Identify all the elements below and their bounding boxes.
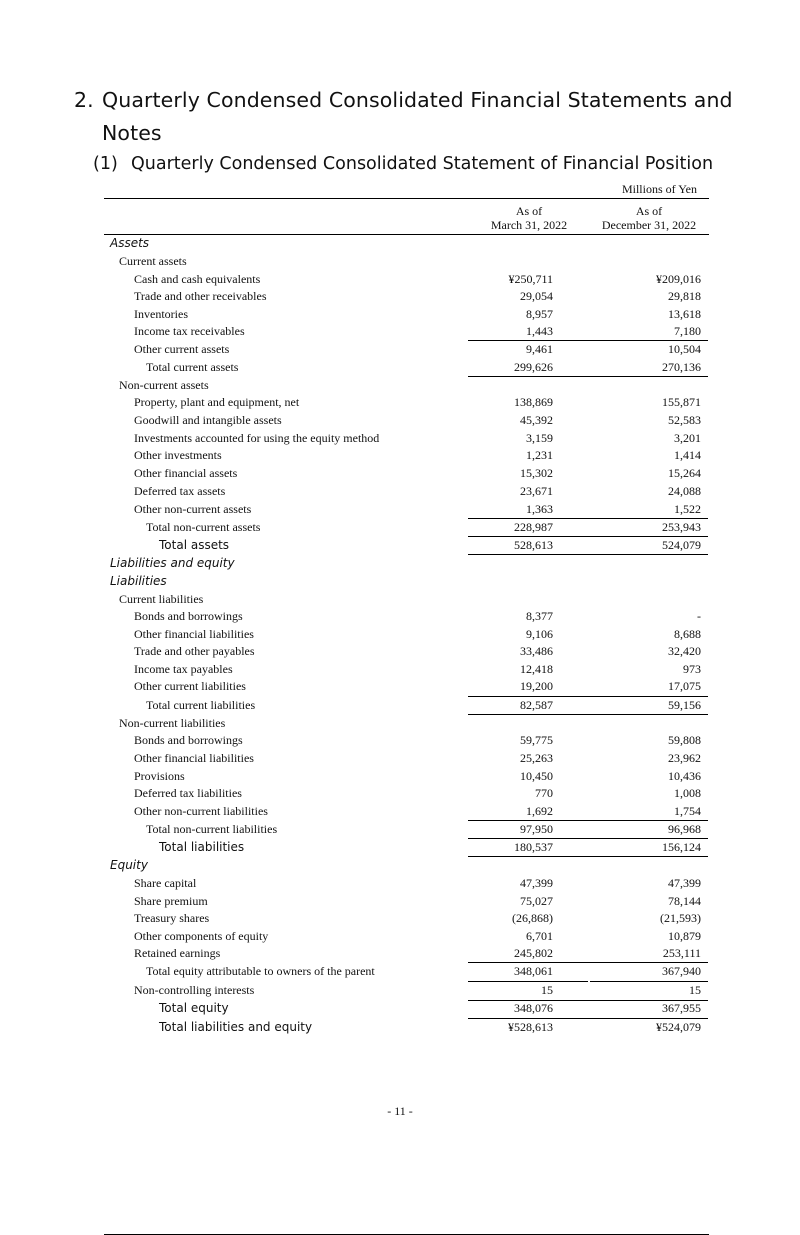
value-march-2022: 9,461 xyxy=(526,342,553,356)
value-march-2022: 8,957 xyxy=(526,307,553,321)
row-label: Income tax payables xyxy=(134,662,233,676)
value-march-2022: 45,392 xyxy=(520,413,553,427)
value-march-2022: 25,263 xyxy=(520,751,553,765)
value-march-2022: 1,443 xyxy=(526,324,553,338)
value-march-2022: 299,626 xyxy=(514,360,553,374)
table-row xyxy=(104,767,709,785)
value-december-2022: 59,156 xyxy=(668,698,701,712)
value-december-2022: 8,688 xyxy=(674,627,701,641)
value-december-2022: 29,818 xyxy=(668,289,701,303)
subtotal-rule xyxy=(468,820,708,821)
row-label: Other financial liabilities xyxy=(134,751,254,765)
table-row xyxy=(104,981,709,999)
row-label: Other financial assets xyxy=(134,466,238,480)
column-header-december xyxy=(590,204,708,232)
column-header-march xyxy=(470,204,588,232)
value-december-2022: 973 xyxy=(683,662,701,676)
subtotal-rule xyxy=(468,1000,708,1001)
value-march-2022: 8,377 xyxy=(526,609,553,623)
row-label: Total liabilities and equity xyxy=(159,1020,313,1034)
row-label: Current assets xyxy=(119,254,187,268)
table-row xyxy=(104,802,709,820)
table-row xyxy=(104,677,709,695)
row-label: Non-controlling interests xyxy=(134,983,255,997)
row-label: Cash and cash equivalents xyxy=(134,272,261,286)
table-row xyxy=(104,376,709,394)
value-march-2022: 75,027 xyxy=(520,894,553,908)
subtotal-rule xyxy=(468,981,588,982)
section-title: Quarterly Condensed Consolidated Financial Statements and Notes xyxy=(102,88,733,145)
section-heading xyxy=(74,84,734,150)
table-row xyxy=(104,287,709,305)
table-row xyxy=(104,500,709,518)
row-label: Retained earnings xyxy=(134,946,221,960)
table-row xyxy=(104,446,709,464)
value-march-2022: 59,775 xyxy=(520,733,553,747)
value-december-2022: 59,808 xyxy=(668,733,701,747)
value-december-2022: (21,593) xyxy=(660,911,701,925)
value-march-2022: 1,231 xyxy=(526,448,553,462)
value-march-2022: ¥250,711 xyxy=(508,272,553,286)
row-label: Bonds and borrowings xyxy=(134,609,243,623)
value-march-2022: 348,061 xyxy=(514,964,553,978)
value-december-2022: ¥209,016 xyxy=(656,272,701,286)
table-row xyxy=(104,252,709,270)
value-march-2022: 228,987 xyxy=(514,520,553,534)
subtotal-rule xyxy=(468,518,708,519)
table-row xyxy=(104,482,709,500)
table-row xyxy=(104,944,709,962)
value-march-2022: 10,450 xyxy=(520,769,553,783)
table-row xyxy=(104,820,709,838)
table-row xyxy=(104,429,709,447)
table-row xyxy=(104,909,709,927)
value-march-2022: 29,054 xyxy=(520,289,553,303)
row-label: Provisions xyxy=(134,769,185,783)
table-row xyxy=(104,358,709,376)
table-row xyxy=(104,927,709,945)
row-label: Total non-current liabilities xyxy=(146,822,278,836)
value-march-2022: 138,869 xyxy=(514,395,553,409)
table-row xyxy=(104,642,709,660)
value-december-2022: 13,618 xyxy=(668,307,701,321)
subtotal-rule xyxy=(468,714,708,715)
row-label: Non-current liabilities xyxy=(119,716,226,730)
table-row xyxy=(104,660,709,678)
row-label: Current liabilities xyxy=(119,592,204,606)
subsection-title: Quarterly Condensed Consolidated Statement of Financial Position xyxy=(131,154,714,174)
page-number: - 11 - xyxy=(387,1104,413,1118)
subtotal-rule xyxy=(468,1018,708,1019)
table-row xyxy=(104,411,709,429)
value-december-2022: 78,144 xyxy=(668,894,701,908)
table-row xyxy=(104,696,709,714)
row-label: Trade and other receivables xyxy=(134,289,267,303)
row-label: Other non-current liabilities xyxy=(134,804,268,818)
row-label: Share premium xyxy=(134,894,208,908)
value-march-2022: 15,302 xyxy=(520,466,553,480)
value-march-2022: 348,076 xyxy=(514,1001,553,1015)
value-march-2022: 82,587 xyxy=(520,698,553,712)
column-header-december-line2: December 31, 2022 xyxy=(601,218,697,232)
value-march-2022: ¥528,613 xyxy=(508,1020,553,1034)
value-december-2022: ¥524,079 xyxy=(656,1020,701,1034)
table-row xyxy=(104,572,709,590)
row-label: Non-current assets xyxy=(119,378,209,392)
value-march-2022: 47,399 xyxy=(520,876,553,890)
table-row xyxy=(104,749,709,767)
column-header-march-line2: March 31, 2022 xyxy=(490,218,568,232)
row-label: Income tax receivables xyxy=(134,324,245,338)
value-march-2022: 9,106 xyxy=(526,627,553,641)
value-december-2022: 1,008 xyxy=(674,786,701,800)
row-label: Property, plant and equipment, net xyxy=(134,395,300,409)
value-december-2022: 1,522 xyxy=(674,502,701,516)
row-label: Share capital xyxy=(134,876,197,890)
subtotal-rule xyxy=(590,981,708,982)
row-label: Liabilities xyxy=(110,574,167,588)
row-label: Other current assets xyxy=(134,342,230,356)
value-december-2022: 3,201 xyxy=(674,431,701,445)
value-december-2022: 10,436 xyxy=(668,769,701,783)
row-label: Trade and other payables xyxy=(134,644,255,658)
column-header-december-line1: As of xyxy=(635,204,663,218)
subtotal-rule xyxy=(468,856,708,857)
value-december-2022: 524,079 xyxy=(662,538,701,552)
row-label: Total equity attributable to owners of the parent xyxy=(146,964,375,978)
row-label: Other non-current assets xyxy=(134,502,252,516)
table-row xyxy=(104,554,709,572)
value-march-2022: 97,950 xyxy=(520,822,553,836)
row-label: Goodwill and intangible assets xyxy=(134,413,282,427)
row-label: Investments accounted for using the equity method xyxy=(134,431,380,445)
value-december-2022: 7,180 xyxy=(674,324,701,338)
table-row xyxy=(104,322,709,340)
value-march-2022: 19,200 xyxy=(520,679,553,693)
table-row xyxy=(104,536,709,554)
value-december-2022: 270,136 xyxy=(662,360,701,374)
value-december-2022: 155,871 xyxy=(662,395,701,409)
table-row xyxy=(104,838,709,856)
row-label: Other current liabilities xyxy=(134,679,246,693)
value-december-2022: 156,124 xyxy=(662,840,701,854)
row-label: Liabilities and equity xyxy=(110,556,235,570)
value-march-2022: 6,701 xyxy=(526,929,553,943)
subsection-number: (1) xyxy=(93,154,118,174)
table-row xyxy=(104,1018,709,1036)
value-december-2022: 96,968 xyxy=(668,822,701,836)
row-label: Bonds and borrowings xyxy=(134,733,243,747)
subtotal-rule xyxy=(468,536,708,537)
table-row xyxy=(104,856,709,874)
subsection-heading xyxy=(93,152,713,176)
value-march-2022: 1,692 xyxy=(526,804,553,818)
table-row xyxy=(104,393,709,411)
subtotal-rule xyxy=(468,554,708,555)
row-label: Total liabilities xyxy=(159,840,245,854)
table-row xyxy=(104,234,709,252)
row-label: Deferred tax assets xyxy=(134,484,226,498)
table-row xyxy=(104,625,709,643)
row-label: Other components of equity xyxy=(134,929,269,943)
value-march-2022: 23,671 xyxy=(520,484,553,498)
table-row xyxy=(104,590,709,608)
value-march-2022: 245,802 xyxy=(514,946,553,960)
subtotal-rule xyxy=(468,376,708,377)
value-december-2022: 15,264 xyxy=(668,466,701,480)
table-row xyxy=(104,962,709,980)
row-label: Other investments xyxy=(134,448,222,462)
row-label: Other financial liabilities xyxy=(134,627,254,641)
value-march-2022: 3,159 xyxy=(526,431,553,445)
value-march-2022: 180,537 xyxy=(514,840,553,854)
value-december-2022: 52,583 xyxy=(668,413,701,427)
value-december-2022: 367,955 xyxy=(662,1001,701,1015)
value-december-2022: 253,111 xyxy=(662,946,701,960)
value-december-2022: 15 xyxy=(689,983,701,997)
subtotal-rule xyxy=(468,696,708,697)
value-march-2022: 15 xyxy=(541,983,553,997)
table-row xyxy=(104,464,709,482)
table-top-rule xyxy=(104,198,709,199)
row-label: Total assets xyxy=(159,538,230,552)
table-row xyxy=(104,340,709,358)
value-march-2022: 1,363 xyxy=(526,502,553,516)
value-december-2022: 24,088 xyxy=(668,484,701,498)
value-december-2022: - xyxy=(697,609,701,623)
table-row xyxy=(104,607,709,625)
table-row xyxy=(104,784,709,802)
value-december-2022: 1,414 xyxy=(674,448,701,462)
table-row xyxy=(104,518,709,536)
value-december-2022: 1,754 xyxy=(674,804,701,818)
value-march-2022: 528,613 xyxy=(514,538,553,552)
value-december-2022: 23,962 xyxy=(668,751,701,765)
value-march-2022: 770 xyxy=(535,786,553,800)
row-label: Assets xyxy=(110,236,150,250)
subtotal-rule xyxy=(468,838,708,839)
value-december-2022: 17,075 xyxy=(668,679,701,693)
value-december-2022: 10,879 xyxy=(668,929,701,943)
row-label: Treasury shares xyxy=(134,911,210,925)
row-label: Total equity xyxy=(159,1001,229,1015)
value-december-2022: 32,420 xyxy=(668,644,701,658)
value-december-2022: 367,940 xyxy=(662,964,701,978)
subtotal-rule xyxy=(468,340,708,341)
subtotal-rule xyxy=(468,962,708,963)
value-march-2022: (26,868) xyxy=(512,911,553,925)
table-row xyxy=(104,874,709,892)
column-header-march-line1: As of xyxy=(515,204,543,218)
table-row xyxy=(104,731,709,749)
value-december-2022: 10,504 xyxy=(668,342,701,356)
row-label: Total current liabilities xyxy=(146,698,256,712)
section-number: 2. xyxy=(74,88,94,112)
value-march-2022: 12,418 xyxy=(520,662,553,676)
value-march-2022: 33,486 xyxy=(520,644,553,658)
row-label: Equity xyxy=(110,858,148,872)
column-divider xyxy=(589,234,590,1036)
value-december-2022: 253,943 xyxy=(662,520,701,534)
row-label: Total non-current assets xyxy=(146,520,261,534)
table-row xyxy=(104,305,709,323)
table-row xyxy=(104,892,709,910)
row-label: Deferred tax liabilities xyxy=(134,786,242,800)
row-label: Total current assets xyxy=(146,360,239,374)
row-label: Inventories xyxy=(134,307,188,321)
table-row xyxy=(104,270,709,288)
unit-label: Millions of Yen xyxy=(621,182,697,196)
value-december-2022: 47,399 xyxy=(668,876,701,890)
table-row xyxy=(104,714,709,732)
table-row xyxy=(104,999,709,1017)
